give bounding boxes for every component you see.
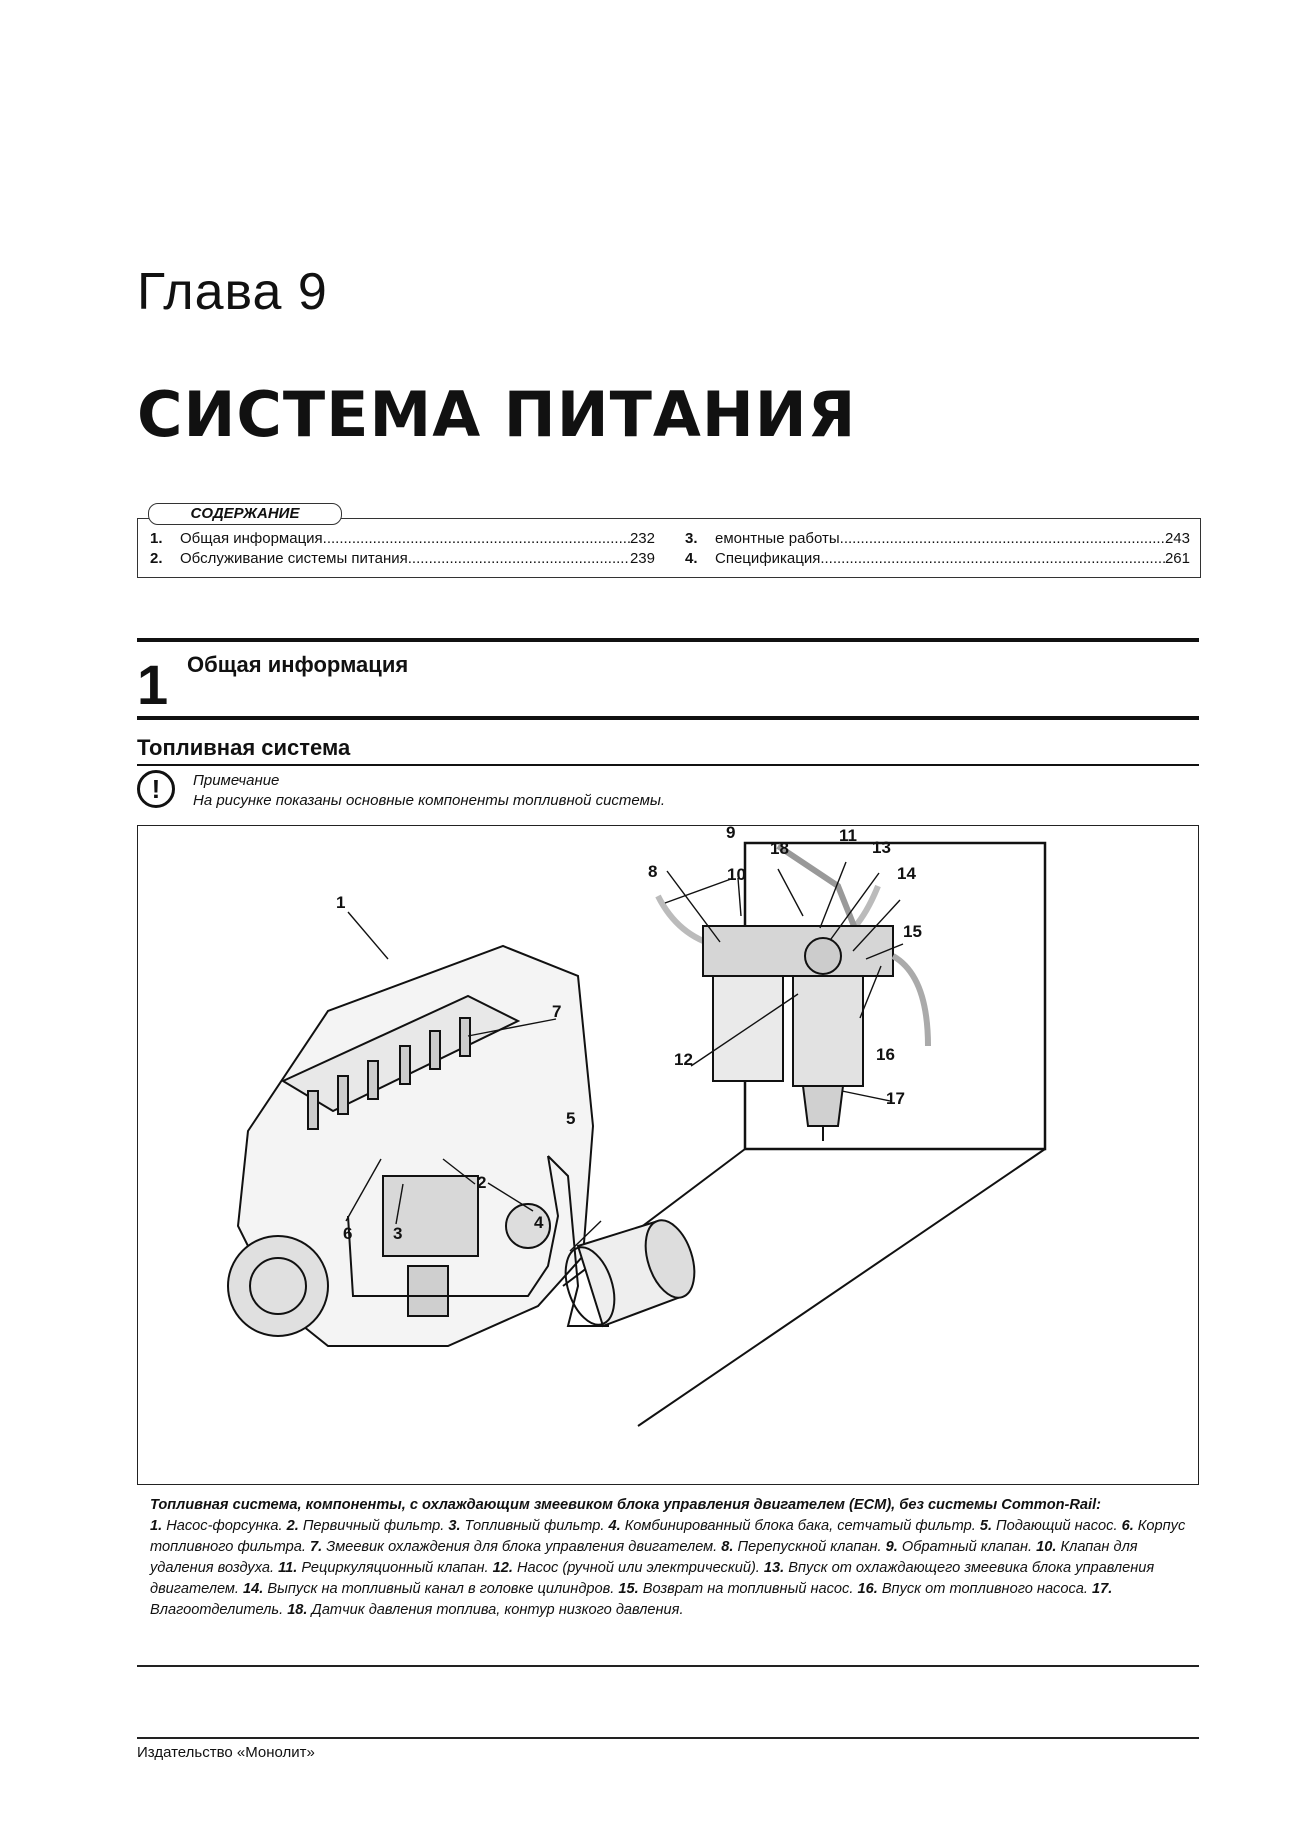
toc-item-num: 3. — [685, 530, 698, 547]
subsection-title: Топливная система — [137, 735, 351, 760]
callout-11: 11 — [839, 826, 857, 845]
fuel-system-diagram — [138, 826, 1198, 1484]
toc-leader — [840, 530, 1165, 547]
caption-item — [608, 1518, 979, 1534]
caption-item — [721, 1539, 885, 1555]
caption-item-text: Клапан для удаления воздуха. — [150, 1539, 1138, 1576]
caption-item-text: Датчик давления топлива, контур низкого давления. — [307, 1602, 684, 1618]
chapter-title: СИСТЕМА ПИТАНИЯ — [137, 378, 857, 451]
caption-item — [980, 1518, 1122, 1534]
figure-caption — [150, 1495, 1190, 1621]
toc-item[interactable] — [685, 530, 1190, 547]
note-text: На рисунке показаны основные компоненты топливной системы. — [193, 792, 666, 809]
callout-17: 17 — [886, 1089, 905, 1108]
caption-item-text: Топливный фильтр. — [460, 1518, 609, 1534]
caption-item-number: 9. — [885, 1539, 898, 1555]
caption-item-text: Корпус топливного фильтра. — [150, 1518, 1186, 1555]
caption-item-number: 13. — [763, 1560, 785, 1576]
caption-item-text: Впуск от охлаждающего змеевика блока управления двигателем. — [150, 1560, 1155, 1597]
toc-item-page: 239 — [629, 550, 655, 567]
callout-7: 7 — [552, 1002, 562, 1021]
caption-item-number: 2. — [286, 1518, 299, 1534]
caption-item-number: 17. — [1092, 1581, 1113, 1597]
caption-item-text: Впуск от топливного насоса. — [877, 1581, 1092, 1597]
caption-item-number: 4. — [608, 1518, 621, 1534]
toc-item[interactable] — [685, 550, 1190, 567]
note-label: Примечание — [193, 772, 280, 789]
toc-heading: СОДЕРЖАНИЕ — [148, 503, 342, 525]
subsection-rule — [137, 764, 1199, 766]
caption-item-text: Рециркуляционный клапан. — [297, 1560, 493, 1576]
toc-item-num: 4. — [685, 550, 698, 567]
callout-2: 2 — [477, 1173, 487, 1192]
caption-item — [310, 1539, 721, 1555]
caption-item-number: 10. — [1036, 1539, 1057, 1555]
callout-4: 4 — [534, 1213, 544, 1232]
engine-drawing — [228, 946, 608, 1346]
caption-item — [243, 1581, 618, 1597]
toc-item-num: 1. — [150, 530, 163, 547]
chapter-label: Глава 9 — [137, 263, 328, 321]
callout-1: 1 — [336, 893, 346, 912]
inset-connector — [638, 1149, 1045, 1426]
callout-3: 3 — [393, 1224, 403, 1243]
section-title: Общая информация — [187, 652, 409, 677]
footer-rule — [137, 1737, 1199, 1739]
callout-14: 14 — [897, 864, 916, 883]
callout-13: 13 — [872, 838, 891, 857]
callout-18: 18 — [770, 839, 789, 858]
caption-item-number: 11. — [278, 1560, 298, 1576]
callout-5: 5 — [566, 1109, 576, 1128]
caption-item — [278, 1560, 493, 1576]
section-number: 1 — [137, 653, 169, 716]
caption-item-number: 8. — [721, 1539, 734, 1555]
caption-item-text: Перепускной клапан. — [733, 1539, 886, 1555]
caption-item-number: 16. — [857, 1581, 878, 1597]
caption-item — [886, 1539, 1036, 1555]
caption-item-number: 5. — [979, 1518, 992, 1534]
caption-item-number: 1. — [150, 1518, 163, 1534]
caption-rule — [137, 1665, 1199, 1667]
toc-leader — [408, 550, 630, 567]
caption-item-text: Влагоотделитель. — [150, 1602, 288, 1618]
caption-item-text: Комбинированный блока бака, сетчатый фильтр. — [620, 1518, 980, 1534]
publisher-credit: Издательство «Монолит» — [137, 1744, 315, 1761]
toc-leader — [820, 550, 1165, 567]
caption-item-text: Змеевик охлаждения для блока управления двигателем. — [322, 1539, 722, 1555]
caption-item-number: 3. — [448, 1518, 461, 1534]
caption-item-number: 12. — [492, 1560, 513, 1576]
toc-item-page: 232 — [629, 530, 655, 547]
toc-item-title: Обслуживание системы питания — [180, 550, 408, 567]
caption-item — [857, 1581, 1092, 1597]
toc-item-page: 243 — [1164, 530, 1190, 547]
toc-leader — [323, 530, 630, 547]
caption-item-text: Подающий насос. — [992, 1518, 1122, 1534]
callout-12: 12 — [674, 1050, 693, 1069]
toc-item-title: Спецификация — [715, 550, 821, 567]
toc-item-page: 261 — [1164, 550, 1190, 567]
caption-item-text: Обратный клапан. — [897, 1539, 1037, 1555]
callout-6: 6 — [343, 1224, 353, 1243]
warning-icon: ! — [137, 770, 175, 808]
caption-item — [618, 1581, 857, 1597]
toc-item-title: Общая информация — [180, 530, 323, 547]
callout-10: 10 — [727, 865, 746, 884]
caption-item — [287, 1602, 683, 1618]
callout-9: 9 — [726, 826, 736, 842]
caption-items — [150, 1518, 1185, 1618]
toc-item-title: емонтные работы — [715, 530, 840, 547]
caption-item — [150, 1518, 287, 1534]
section-rule-bottom — [137, 716, 1199, 720]
caption-item-text: Первичный фильтр. — [298, 1518, 449, 1534]
callout-16: 16 — [876, 1045, 895, 1064]
caption-title: Топливная система, компоненты, с охлаждающим змеевиком блока управления двигателем (ECM), без системы Common-Rail: — [150, 1497, 1102, 1513]
caption-item-number: 6. — [1121, 1518, 1134, 1534]
caption-item-text: Насос (ручной или электрический). — [512, 1560, 764, 1576]
caption-item-text: Выпуск на топливный канал в головке цилиндров. — [263, 1581, 619, 1597]
toc-item-num: 2. — [150, 550, 163, 567]
caption-item-number: 7. — [310, 1539, 323, 1555]
caption-item-number: 18. — [287, 1602, 308, 1618]
caption-item — [287, 1518, 449, 1534]
toc-item[interactable] — [150, 550, 655, 567]
toc-box — [137, 518, 1201, 578]
caption-item-text: Возврат на топливный насос. — [638, 1581, 858, 1597]
caption-item-number: 14. — [243, 1581, 264, 1597]
caption-item-text: Насос-форсунка. — [162, 1518, 287, 1534]
callout-8: 8 — [648, 862, 658, 881]
caption-item — [493, 1560, 764, 1576]
toc-item[interactable] — [150, 530, 655, 547]
caption-item-number: 15. — [618, 1581, 639, 1597]
section-rule-top — [137, 638, 1199, 642]
caption-item — [448, 1518, 608, 1534]
callout-15: 15 — [903, 922, 922, 941]
